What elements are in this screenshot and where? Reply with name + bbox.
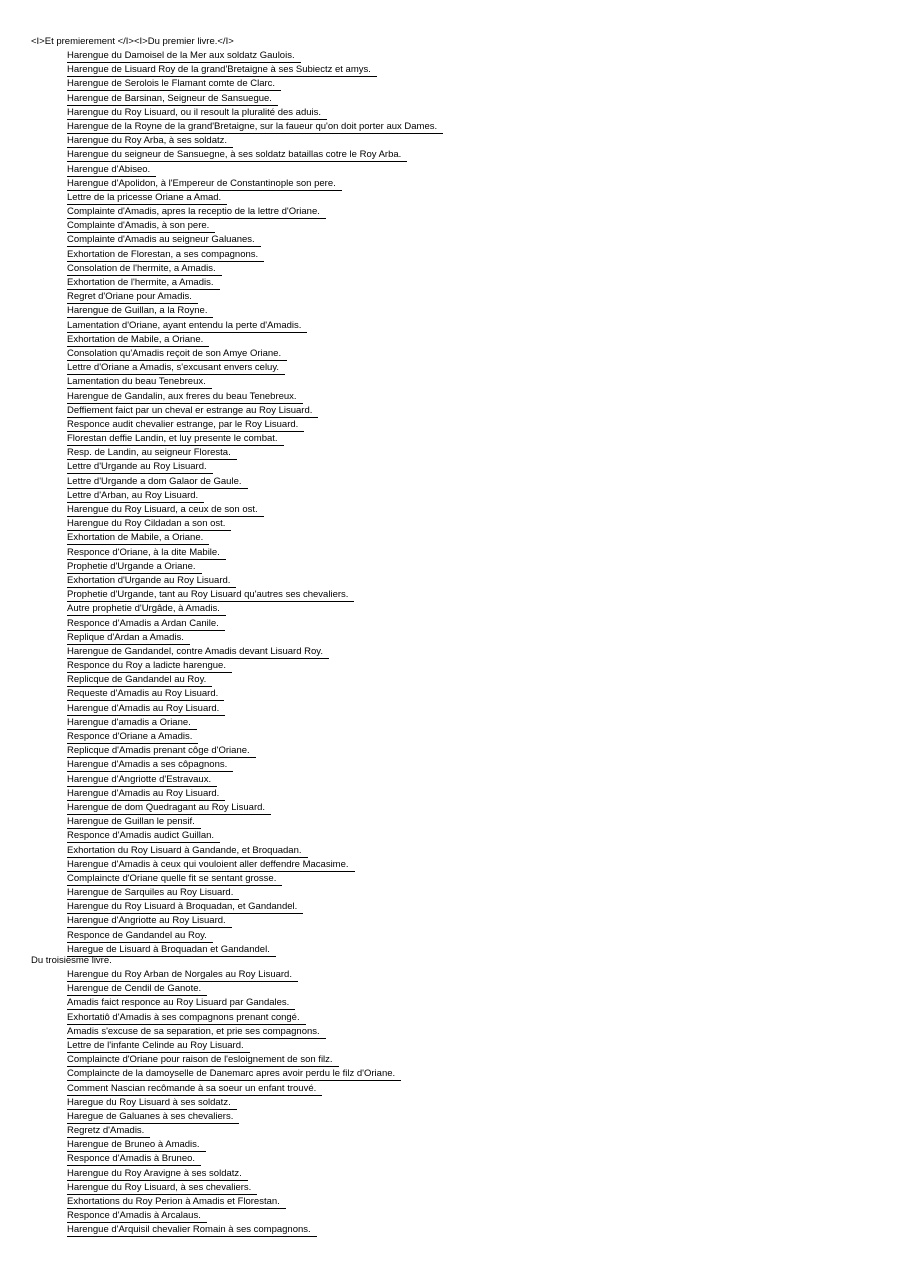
toc-entry-link[interactable] [67, 1181, 401, 1195]
toc-entry-link[interactable] [67, 1067, 401, 1081]
toc-entry-label: Exhortation de l'hermite, a Amadis. [67, 277, 220, 290]
toc-entry-label: Harengue de Barsinan, Seigneur de Sansuegue. [67, 93, 278, 106]
toc-entry-link[interactable] [67, 319, 443, 333]
toc-entry-label: Responce d'Amadis à Arcalaus. [67, 1210, 207, 1223]
toc-entry-label: Harengue de Serolois le Flamant comte de Clarc. [67, 78, 281, 91]
toc-entry-label: Harengue de Gandalin, aux freres du beau Tenebreux. [67, 391, 303, 404]
toc-entry-link[interactable] [67, 148, 443, 162]
toc-entry-label: Consolation qu'Amadis reçoit de son Amye Oriane. [67, 348, 287, 361]
toc-entry-link[interactable] [67, 716, 443, 730]
toc-entry-link[interactable] [67, 588, 443, 602]
toc-entry-label: Harengue de Guillan, a la Royne. [67, 305, 213, 318]
toc-entry-link[interactable] [67, 106, 443, 120]
toc-entry-label: Consolation de l'hermite, a Amadis. [67, 263, 222, 276]
toc-entry-label: Harengue du Roy Lisuard, à ses chevaliers. [67, 1182, 257, 1195]
toc-entry-label: Comment Nascian recômande à sa soeur un enfant trouvé. [67, 1083, 322, 1096]
toc-entry-label: Exhortation de Mabile, a Oriane. [67, 532, 209, 545]
toc-entry-label: Replicque de Gandandel au Roy. [67, 674, 212, 687]
toc-entry-link[interactable] [67, 815, 443, 829]
toc-entry-link[interactable] [67, 1124, 401, 1138]
toc-entry-link[interactable] [67, 177, 443, 191]
toc-entry-link[interactable] [67, 163, 443, 177]
toc-entry-link[interactable] [67, 276, 443, 290]
toc-entry-label: Complainte d'Amadis, apres la receptio de la lettre d'Oriane. [67, 206, 326, 219]
toc-entry-link[interactable] [67, 1223, 401, 1237]
toc-entry-label: Harengue du Roy Arban de Norgales au Roy Lisuard. [67, 969, 298, 982]
toc-entry-label: Lettre d'Urgande au Roy Lisuard. [67, 461, 213, 474]
toc-entry-label: Resp. de Landin, au seigneur Floresta. [67, 447, 237, 460]
toc-entry-label: Exhortation du Roy Lisuard à Gandande, et Broquadan. [67, 845, 308, 858]
toc-entry-link[interactable] [67, 602, 443, 616]
toc-entry-label: Harengue de Gandandel, contre Amadis devant Lisuard Roy. [67, 646, 329, 659]
toc-entry-link[interactable] [67, 219, 443, 233]
toc-entry-link[interactable] [67, 659, 443, 673]
toc-entry-label: Responce audit chevalier estrange, par le Roy Lisuard. [67, 419, 304, 432]
toc-entry-link[interactable] [67, 432, 443, 446]
toc-entry-label: Lamentation du beau Tenebreux. [67, 376, 212, 389]
toc-entry-label: Harengue d'Amadis a ses côpagnons. [67, 759, 233, 772]
toc-entry-link[interactable] [67, 687, 443, 701]
toc-entry-label: Replique d'Ardan a Amadis. [67, 632, 190, 645]
toc-entry-link[interactable] [67, 886, 443, 900]
toc-entry-link[interactable] [67, 1053, 401, 1067]
toc-entry-link[interactable] [67, 1138, 401, 1152]
toc-entry-label: Exhortations du Roy Perion à Amadis et Florestan. [67, 1196, 286, 1209]
toc-entry-label: Complaincte de la damoyselle de Danemarc apres avoir perdu le filz d'Oriane. [67, 1068, 401, 1081]
toc-entry-label: Harengue d'Abiseo. [67, 164, 156, 177]
toc-entry-link[interactable] [67, 77, 443, 91]
toc-entry-label: Responce d'Oriane, à la dite Mabile. [67, 547, 226, 560]
toc-entry-link[interactable] [67, 914, 443, 928]
toc-entry-label: Harengue du Roy Arba, à ses soldatz. [67, 135, 233, 148]
toc-entry-link[interactable] [67, 900, 443, 914]
toc-entry-link[interactable] [67, 361, 443, 375]
toc-entry-label: Complainte d'Amadis, à son pere. [67, 220, 215, 233]
toc-entry-label: Harengue de Cendil de Ganote. [67, 983, 207, 996]
toc-entry-label: Lettre d'Arban, au Roy Lisuard. [67, 490, 204, 503]
toc-entry-link[interactable] [67, 645, 443, 659]
toc-entry-label: Harengue d'Angriotte d'Estravaux. [67, 774, 217, 787]
toc-entry-label: Harengue du Roy Aravigne à ses soldatz. [67, 1168, 248, 1181]
toc-entry-label: Responce d'Oriane a Amadis. [67, 731, 198, 744]
toc-entry-label: Complaincte d'Oriane pour raison de l'esloignement de son filz. [67, 1054, 339, 1067]
toc-entry-link[interactable] [67, 574, 443, 588]
toc-entry-label: Complaincte d'Oriane quelle fit se sentant grosse. [67, 873, 282, 886]
toc-entry-link[interactable] [67, 858, 443, 872]
toc-entry-label: Responce d'Amadis audict Guillan. [67, 830, 220, 843]
toc-entry-label: Autre prophetie d'Urgâde, à Amadis. [67, 603, 226, 616]
toc-entry-label: Exhortation d'Urgande au Roy Lisuard. [67, 575, 236, 588]
toc-entry-label: Harengue de la Royne de la grand'Bretaigne, sur la faueur qu'on doit porter aux Dames. [67, 121, 443, 134]
toc-entry-label: Haregue de Galuanes à ses chevaliers. [67, 1111, 239, 1124]
toc-entry-link[interactable] [67, 829, 443, 843]
toc-entry-link[interactable] [67, 304, 443, 318]
toc-entry-link[interactable] [67, 503, 443, 517]
toc-entry-label: Harengue du Roy Lisuard à Broquadan, et Gandandel. [67, 901, 303, 914]
toc-entry-link[interactable] [67, 982, 401, 996]
toc-entry-link[interactable] [67, 1195, 401, 1209]
toc-entry-link[interactable] [67, 996, 401, 1010]
toc-entry-link[interactable] [67, 333, 443, 347]
toc-entry-link[interactable] [67, 134, 443, 148]
toc-entry-link[interactable] [67, 205, 443, 219]
toc-entry-link[interactable] [67, 844, 443, 858]
toc-entry-label: Amadis faict responce au Roy Lisuard par Gandales. [67, 997, 295, 1010]
toc-entry-label: Exhortation de Florestan, a ses compagnons. [67, 249, 264, 262]
toc-entry-link[interactable] [67, 631, 443, 645]
toc-entry-label: Lettre d'Urgande a dom Galaor de Gaule. [67, 476, 248, 489]
toc-list-third-book [67, 968, 401, 1238]
toc-entry-link[interactable] [67, 560, 443, 574]
toc-entry-link[interactable] [67, 744, 443, 758]
toc-entry-label: Harengue d'Arquisil chevalier Romain à ses compagnons. [67, 1224, 317, 1237]
toc-entry-label: Responce d'Amadis a Ardan Canile. [67, 618, 225, 631]
toc-entry-link[interactable] [67, 92, 443, 106]
toc-entry-label: Lamentation d'Oriane, ayant entendu la perte d'Amadis. [67, 320, 307, 333]
toc-entry-label: Harengue d'Amadis au Roy Lisuard. [67, 788, 225, 801]
toc-entry-label: Deffiement faict par un cheval er estrange au Roy Lisuard. [67, 405, 318, 418]
toc-entry-label: Harengue de Bruneo à Amadis. [67, 1139, 206, 1152]
toc-entry-label: Replicque d'Amadis prenant côge d'Oriane. [67, 745, 256, 758]
toc-entry-label: Harengue d'Apolidon, à l'Empereur de Constantinople son pere. [67, 178, 342, 191]
toc-entry-link[interactable] [67, 929, 443, 943]
toc-entry-link[interactable] [67, 63, 443, 77]
toc-entry-label: Lettre de l'infante Celinde au Roy Lisuard. [67, 1040, 250, 1053]
toc-entry-link[interactable] [67, 617, 443, 631]
toc-entry-link[interactable] [67, 1082, 401, 1096]
toc-entry-link[interactable] [67, 787, 443, 801]
toc-entry-label: Harengue du Roy Lisuard, ou il resoult la pluralité des aduis. [67, 107, 327, 120]
toc-entry-label: Amadis s'excuse de sa separation, et prie ses compagnons. [67, 1026, 326, 1039]
toc-entry-link[interactable] [67, 1209, 401, 1223]
toc-entry-label: Harengue de Lisuard Roy de la grand'Bretaigne à ses Subiectz et amys. [67, 64, 377, 77]
toc-entry-label: Requeste d'Amadis au Roy Lisuard. [67, 688, 224, 701]
toc-entry-label: Lettre d'Oriane a Amadis, s'excusant envers celuy. [67, 362, 285, 375]
toc-entry-link[interactable] [67, 1025, 401, 1039]
toc-entry-link[interactable] [67, 248, 443, 262]
toc-entry-label: Responce d'Amadis à Bruneo. [67, 1153, 201, 1166]
toc-entry-link[interactable] [67, 531, 443, 545]
toc-entry-label: Exhortatiô d'Amadis à ses compagnons prenant congé. [67, 1012, 306, 1025]
toc-entry-label: Responce du Roy a ladicte harengue. [67, 660, 232, 673]
toc-entry-link[interactable] [67, 446, 443, 460]
toc-entry-link[interactable] [67, 262, 443, 276]
toc-entry-link[interactable] [67, 1110, 401, 1124]
toc-entry-label: Harengue d'Angriotte au Roy Lisuard. [67, 915, 232, 928]
toc-entry-link[interactable] [67, 404, 443, 418]
heading-first-book: <I>Et premierement </I><I>Du premier livre.</I> [31, 36, 234, 47]
toc-entry-link[interactable] [67, 233, 443, 247]
toc-entry-label: Harengue d'Amadis à ceux qui vouloient aller deffendre Macasime. [67, 859, 355, 872]
toc-entry-label: Harengue de Guillan le pensif. [67, 816, 201, 829]
toc-entry-link[interactable] [67, 872, 443, 886]
toc-entry-label: Harengue d'amadis a Oriane. [67, 717, 197, 730]
toc-entry-link[interactable] [67, 347, 443, 361]
toc-entry-label: Haregue de Lisuard à Broquadan et Gandandel. [67, 944, 276, 957]
toc-entry-link[interactable] [67, 290, 443, 304]
toc-entry-label: Florestan deffie Landin, et luy presente le combat. [67, 433, 284, 446]
toc-entry-link[interactable] [67, 673, 443, 687]
toc-entry-link[interactable] [67, 475, 443, 489]
toc-entry-link[interactable] [67, 1152, 401, 1166]
toc-entry-link[interactable] [67, 375, 443, 389]
toc-entry-link[interactable] [67, 1167, 401, 1181]
toc-entry-label: Prophetie d'Urgande a Oriane. [67, 561, 202, 574]
toc-entry-link[interactable] [67, 702, 443, 716]
toc-entry-label: Haregue du Roy Lisuard à ses soldatz. [67, 1097, 237, 1110]
toc-entry-label: Responce de Gandandel au Roy. [67, 930, 213, 943]
toc-entry-label: Harengue du Roy Lisuard, a ceux de son ost. [67, 504, 264, 517]
toc-entry-label: Complainte d'Amadis au seigneur Galuanes. [67, 234, 261, 247]
toc-entry-link[interactable] [67, 517, 443, 531]
toc-entry-label: Prophetie d'Urgande, tant au Roy Lisuard qu'autres ses chevaliers. [67, 589, 354, 602]
toc-entry-link[interactable] [67, 773, 443, 787]
toc-entry-label: Harengue de dom Quedragant au Roy Lisuard. [67, 802, 271, 815]
toc-entry-link[interactable] [67, 418, 443, 432]
heading-third-book: Du troisiesme livre. [31, 955, 112, 966]
toc-entry-link[interactable] [67, 943, 443, 957]
toc-entry-label: Regret d'Oriane pour Amadis. [67, 291, 198, 304]
toc-entry-label: Lettre de la pricesse Oriane a Amad. [67, 192, 227, 205]
toc-entry-link[interactable] [67, 489, 443, 503]
toc-entry-label: Harengue du Roy Cildadan a son ost. [67, 518, 231, 531]
toc-entry-link[interactable] [67, 191, 443, 205]
toc-entry-link[interactable] [67, 1011, 401, 1025]
toc-entry-link[interactable] [67, 460, 443, 474]
toc-entry-link[interactable] [67, 120, 443, 134]
toc-entry-label: Regretz d'Amadis. [67, 1125, 150, 1138]
toc-entry-link[interactable] [67, 1096, 401, 1110]
toc-entry-label: Exhortation de Mabile, a Oriane. [67, 334, 209, 347]
toc-entry-label: Harengue de Sarquiles au Roy Lisuard. [67, 887, 239, 900]
toc-entry-label: Harengue d'Amadis au Roy Lisuard. [67, 703, 225, 716]
toc-entry-link[interactable] [67, 730, 443, 744]
toc-entry-link[interactable] [67, 758, 443, 772]
toc-entry-link[interactable] [67, 390, 443, 404]
toc-entry-label: Harengue du Damoisel de la Mer aux soldatz Gaulois. [67, 50, 301, 63]
toc-list-first-book [67, 49, 443, 957]
toc-entry-label: Harengue du seigneur de Sansuegne, à ses soldatz bataillas cotre le Roy Arba. [67, 149, 407, 162]
toc-entry-link[interactable] [67, 968, 401, 982]
toc-entry-link[interactable] [67, 49, 443, 63]
toc-entry-link[interactable] [67, 546, 443, 560]
toc-entry-link[interactable] [67, 1039, 401, 1053]
toc-entry-link[interactable] [67, 801, 443, 815]
